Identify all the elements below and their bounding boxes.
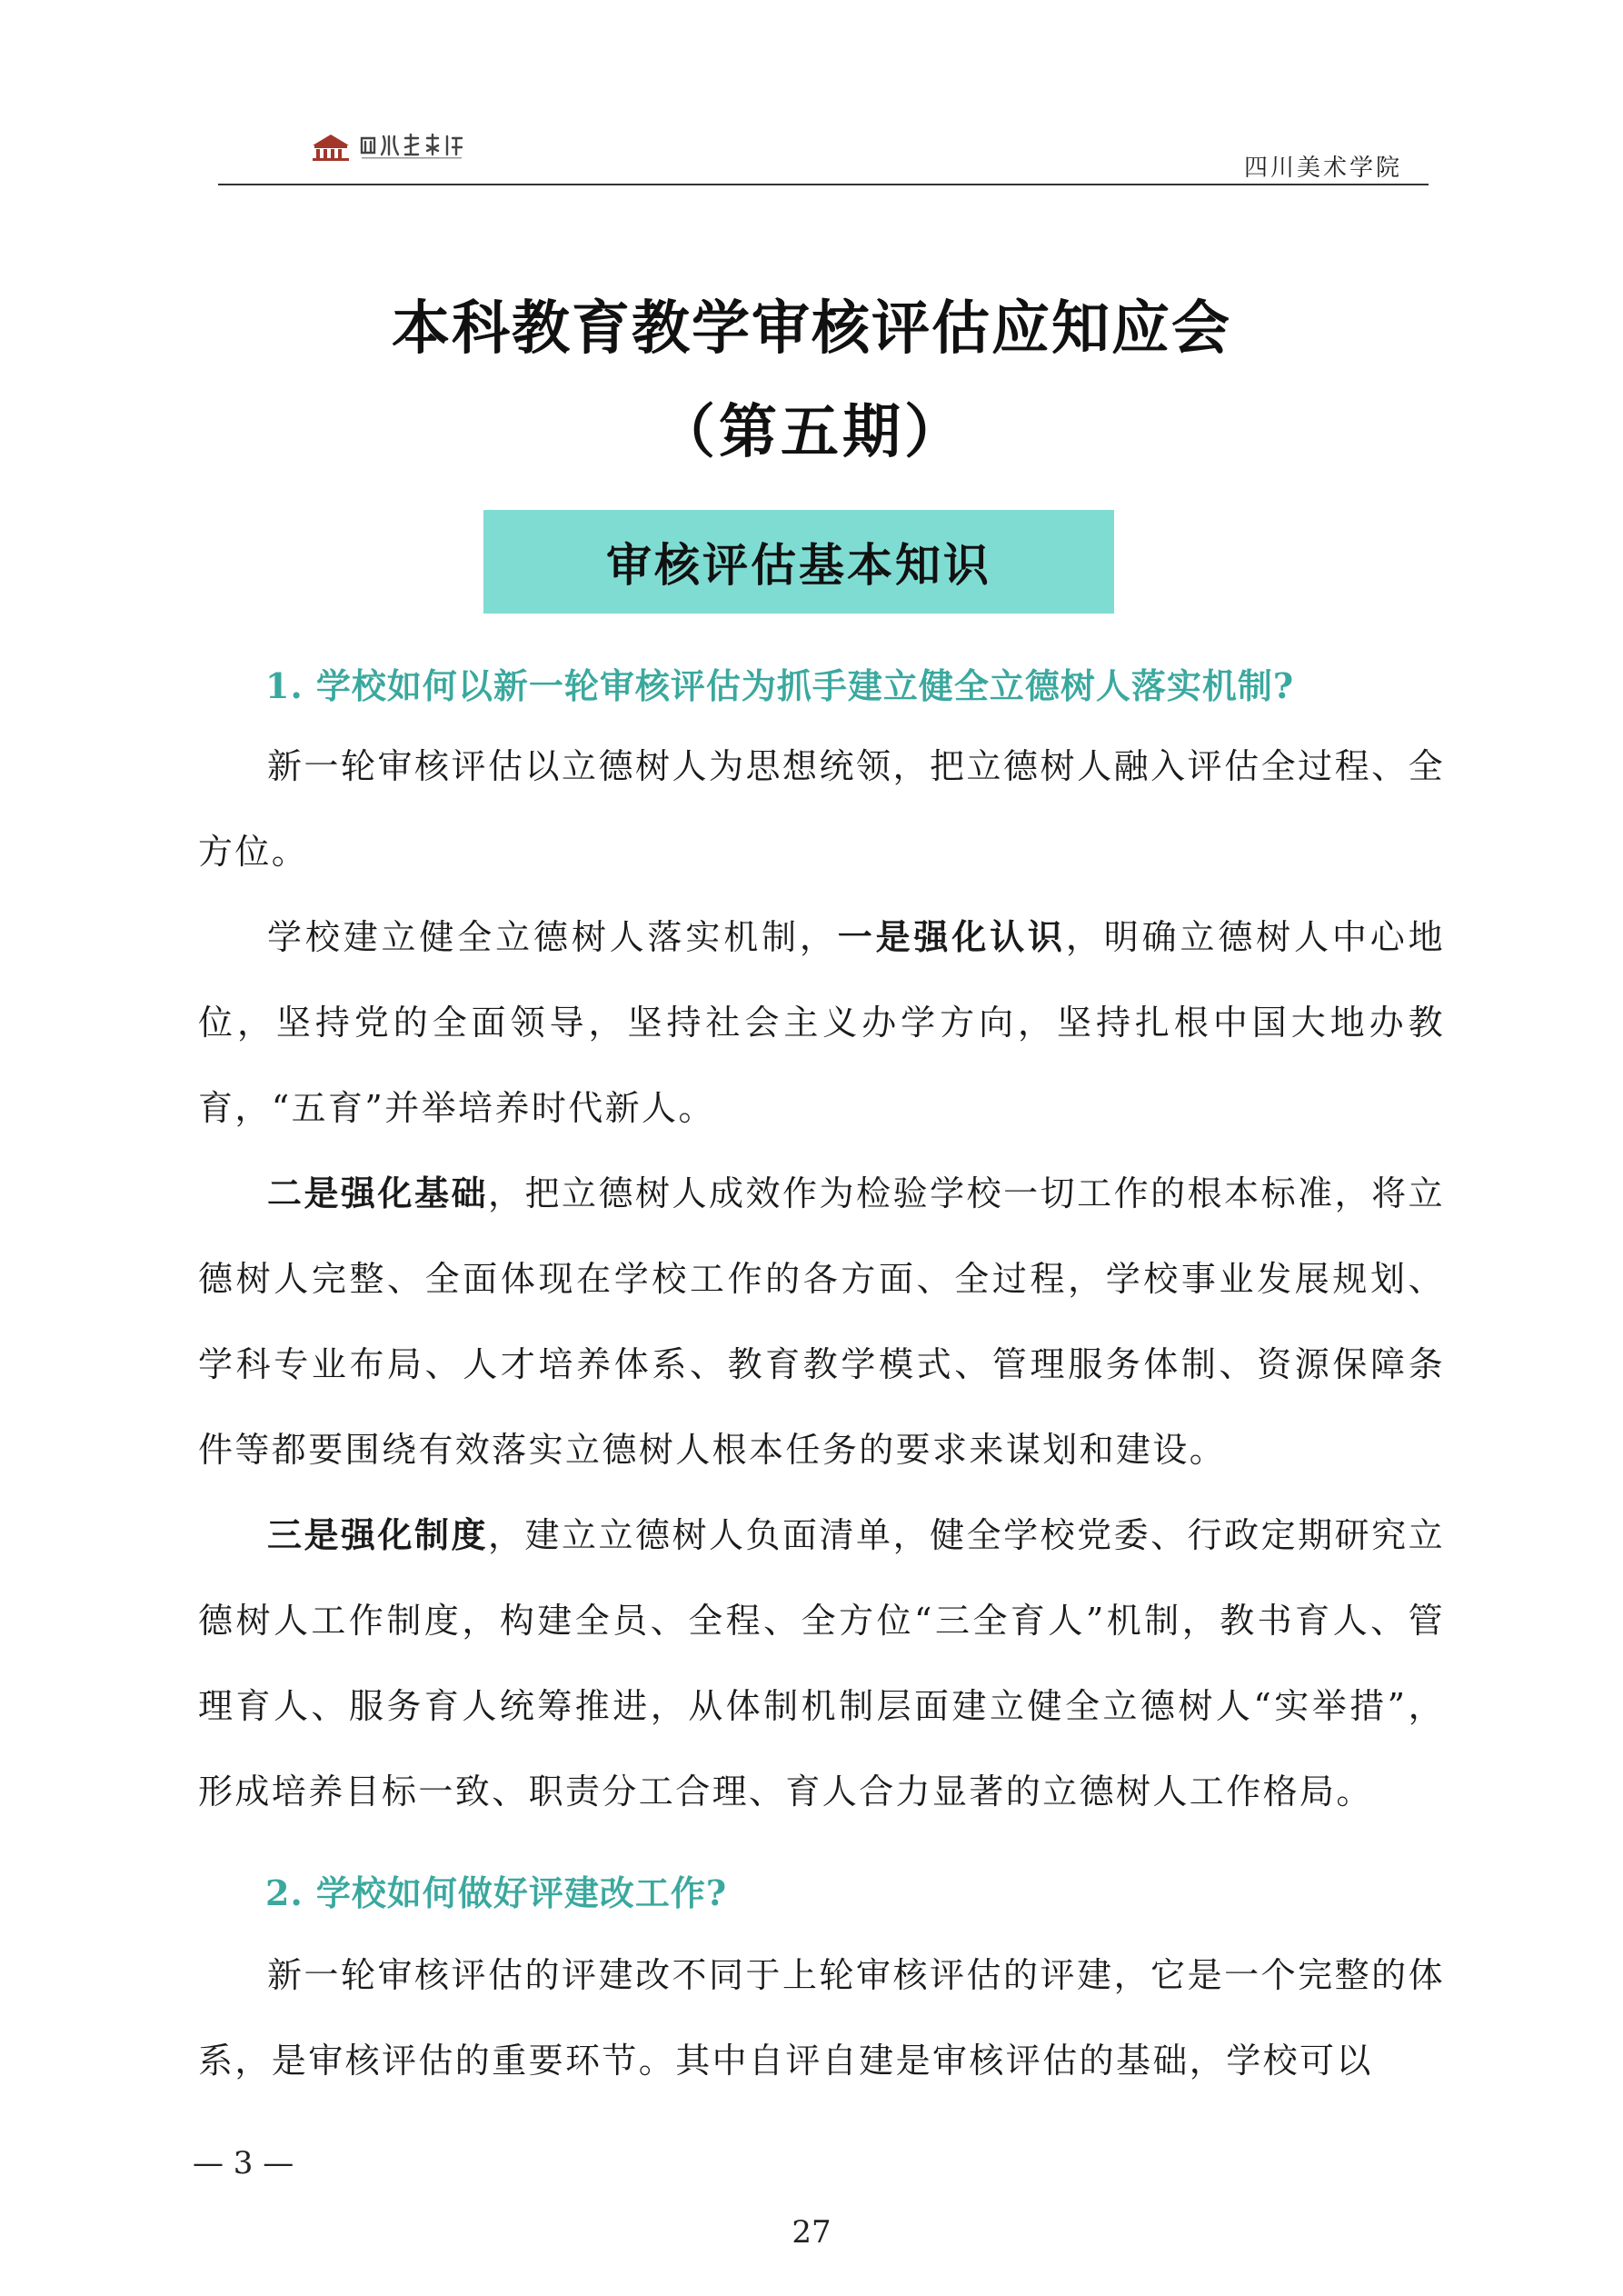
question-1-paragraph-1: 新一轮审核评估以立德树人为思想统领，把立德树人融入评估全过程、全方位。: [198, 746, 1445, 872]
page-title: 本科教育教学审核评估应知应会: [392, 294, 1231, 363]
question-2-paragraph-1: 新一轮审核评估的评建改不同于上轮审核评估的评建，它是一个完整的体系，是审核评估的重要环节。其中自评自建是审核评估的基础，学校可以: [198, 1955, 1445, 2081]
question-1-paragraph-4: [198, 1492, 1445, 1834]
paragraph-text: ，明确立德树人中心地位，坚持党的全面领导，坚持社会主义办学方向，坚持扎根中国大地办教育，“五育”并举培养时代新人。: [198, 917, 1445, 1128]
paragraph-text: ，把立德树人成效作为检验学校一切工作的根本标准，将立德树人完整、全面体现在学校工作的各方面、全过程，学校事业发展规划、学科专业布局、人才培养体系、教育教学模式、管理服务体制、资源保障条件等都要围绕有效落实立德树人根本任务的要求来谋划和建设。: [198, 1173, 1446, 1470]
section-banner-label: 审核评估基本知识: [606, 538, 991, 592]
school-logo-icon: [311, 125, 465, 162]
emphasis-text: 一是强化认识: [837, 916, 1066, 957]
header-school-name: 四川美术学院: [1243, 155, 1402, 182]
section-banner: [483, 510, 1114, 614]
paragraph-text: ，建立立德树人负面清单，健全学校党委、行政定期研究立德树人工作制度，构建全员、全程、全方位“三全育人”机制，教书育人、管理育人、服务育人统筹推进，从体制机制层面建立健全立德树人“实举措”，形成培养目标一致、职责分工合理、育人合力显著的立德树人工作格局。: [198, 1515, 1446, 1812]
page-number: 27: [792, 2214, 831, 2251]
emphasis-text: 三是强化制度: [267, 1514, 489, 1555]
header-divider: [218, 184, 1429, 185]
issue-subtitle: （第五期）: [657, 398, 966, 466]
emphasis-text: 二是强化基础: [267, 1173, 489, 1213]
page-marker: — 3 —: [193, 2145, 294, 2181]
question-1-paragraph-3: [198, 1151, 1445, 1492]
question-2-heading: 2. 学校如何做好评建改工作?: [265, 1872, 728, 1913]
paragraph-text: 学校建立健全立德树人落实机制，: [267, 917, 838, 957]
question-1-heading: 1. 学校如何以新一轮审核评估为抓手建立健全立德树人落实机制?: [265, 665, 1295, 706]
question-1-paragraph-2: [198, 894, 1445, 1151]
